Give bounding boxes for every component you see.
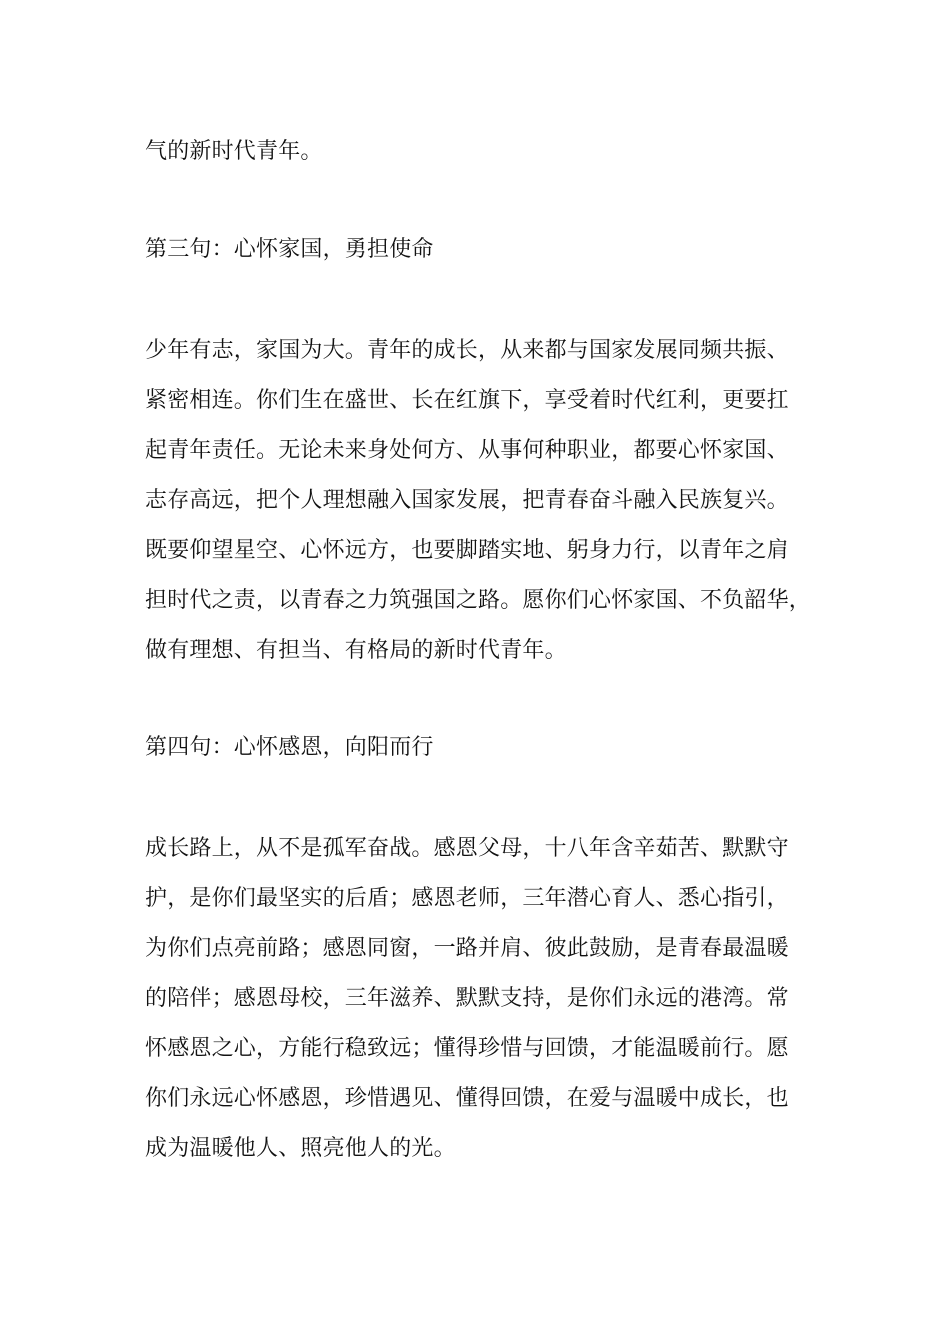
section-4-line-2: 护，是你们最坚实的后盾；感恩老师，三年潜心育人、悉心指引， [145,886,789,911]
fragment-line: 气的新时代青年。 [145,139,323,164]
section-3-line-4: 志存高远，把个人理想融入国家发展，把青春奋斗融入民族复兴。 [145,488,789,513]
section-4-line-3: 为你们点亮前路；感恩同窗，一路并肩、彼此鼓励，是青春最温暖 [145,936,789,961]
section-3-line-1: 少年有志，家国为大。青年的成长，从来都与国家发展同频共振、 [145,338,789,363]
section-4-heading: 第四句：心怀感恩，向阳而行 [145,735,434,760]
section-3-heading: 第三句：心怀家国，勇担使命 [145,237,434,262]
section-4-line-1: 成长路上，从不是孤军奋战。感恩父母，十八年含辛茹苦、默默守 [145,836,789,861]
section-4-line-4: 的陪伴；感恩母校，三年滋养、默默支持，是你们永远的港湾。常 [145,986,789,1011]
section-4-line-6: 你们永远心怀感恩，珍惜遇见、懂得回馈，在爱与温暖中成长，也 [145,1086,789,1111]
section-3-line-3: 起青年责任。无论未来身处何方、从事何种职业，都要心怀家国、 [145,438,789,463]
section-3-line-5: 既要仰望星空、心怀远方，也要脚踏实地、躬身力行，以青年之肩 [145,538,789,563]
section-4-line-5: 怀感恩之心，方能行稳致远；懂得珍惜与回馈，才能温暖前行。愿 [145,1036,789,1061]
section-3-line-6: 担时代之责，以青春之力筑强国之路。愿你们心怀家国、不负韶华， [145,588,812,613]
section-4-line-7: 成为温暖他人、照亮他人的光。 [145,1136,456,1161]
section-3-line-7: 做有理想、有担当、有格局的新时代青年。 [145,638,567,663]
section-3-line-2: 紧密相连。你们生在盛世、长在红旗下，享受着时代红利，更要扛 [145,388,789,413]
